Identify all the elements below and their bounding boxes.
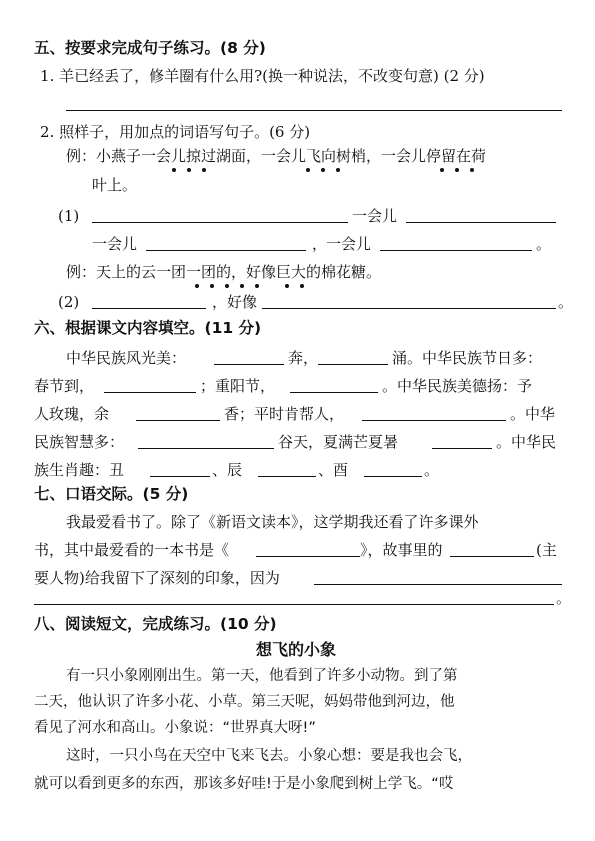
answer-line[interactable]: [92, 222, 348, 223]
answer-line[interactable]: [406, 222, 556, 223]
story-title: 想飞的小象: [256, 640, 337, 659]
answer-line[interactable]: [258, 476, 316, 477]
fill-text: 。中华: [510, 405, 556, 423]
section-6-heading: 六、根据课文内容填空。(11 分): [34, 319, 262, 337]
emphasis-dot: [240, 284, 244, 288]
answer-line[interactable]: [380, 250, 532, 251]
answer-line[interactable]: [92, 308, 206, 309]
fill-text: 、酉: [318, 461, 349, 479]
emphasis-dot: [225, 284, 229, 288]
practice-1-comma: ，: [312, 235, 328, 253]
emphasis-dot: [470, 168, 474, 172]
paragraph-end: 。: [556, 589, 572, 607]
emphasis-dot: [210, 284, 214, 288]
section-7-heading: 七、口语交际。(5 分): [34, 485, 189, 503]
fill-text: 涌。中华民族节日多：: [392, 349, 543, 367]
practice-2-end: 。: [558, 293, 574, 311]
story-line: 二天，他认识了许多小花、小草。第三天呢，妈妈带他到河边，他: [34, 694, 455, 710]
story-line: 看见了河水和高山。小象说：“世界真大呀!”: [34, 720, 316, 736]
answer-line[interactable]: [256, 556, 360, 557]
practice-2-label: (2): [58, 293, 80, 311]
fill-text: 民族智慧多：: [34, 433, 125, 451]
practice-2-word: ，好像: [212, 293, 258, 311]
fill-text: 中华民族风光美：: [66, 349, 187, 367]
answer-line[interactable]: [214, 364, 284, 365]
fill-text: 。: [424, 461, 440, 479]
question-1: 1. 羊已经丢了，修羊圈有什么用?(换一种说法，不改变句意) (2 分): [40, 67, 485, 85]
fill-text: 。中华民: [496, 433, 557, 451]
fill-text: ；重阳节，: [200, 377, 276, 395]
story-line: 有一只小象刚刚出生。第一天，他看到了许多小动物。到了第: [66, 668, 458, 684]
answer-line[interactable]: [450, 556, 534, 557]
emphasis-dot: [321, 168, 325, 172]
answer-line[interactable]: [314, 584, 562, 585]
story-line: 就可以看到更多的东西，那该多好哇!于是小象爬到树上学飞。“哎: [34, 776, 454, 792]
question-2: 2. 照样子，用加点的词语写句子。(6 分): [40, 123, 311, 141]
paragraph-line: 我最爱看书了。除了《新语文读本》，这学期我还看了许多课外: [66, 513, 479, 531]
fill-text: 春节到，: [34, 377, 95, 395]
emphasis-dot: [172, 168, 176, 172]
example-2: 例：天上的云一团一团的，好像巨大的棉花糖。: [66, 263, 382, 281]
fill-text: 谷天，夏满芒夏暑: [278, 433, 399, 451]
answer-line[interactable]: [104, 392, 196, 393]
emphasis-dot: [440, 168, 444, 172]
emphasis-dot: [255, 284, 259, 288]
emphasis-dot: [455, 168, 459, 172]
paragraph-line: 要人物)给我留下了深刻的印象，因为: [34, 569, 280, 587]
answer-line[interactable]: [364, 476, 422, 477]
answer-line[interactable]: [136, 420, 220, 421]
answer-line[interactable]: [138, 448, 274, 449]
emphasis-dot: [306, 168, 310, 172]
practice-1-word: 一会儿: [326, 235, 372, 253]
answer-line[interactable]: [146, 250, 306, 251]
practice-1-label: (1): [58, 207, 80, 225]
emphasis-dot: [285, 284, 289, 288]
answer-line[interactable]: [34, 604, 554, 605]
story-line: 这时，一只小鸟在天空中飞来飞去。小象心想：要是我也会飞，: [66, 748, 472, 764]
emphasis-dot: [187, 168, 191, 172]
paragraph-line: 》，故事里的: [360, 541, 443, 559]
answer-line[interactable]: [290, 392, 378, 393]
practice-1-word: 一会儿: [92, 235, 138, 253]
answer-line[interactable]: [362, 420, 506, 421]
fill-text: 族生肖趣：丑: [34, 461, 125, 479]
fill-text: 奔，: [288, 349, 319, 367]
answer-line[interactable]: [262, 308, 556, 309]
section-8-heading: 八、阅读短文，完成练习。(10 分): [34, 615, 277, 633]
fill-text: 、辰: [212, 461, 243, 479]
practice-1-word: 一会儿: [352, 207, 398, 225]
example-1-line-1: 例：小燕子一会儿掠过湖面，一会儿飞向树梢，一会儿停留在荷: [66, 147, 487, 165]
emphasis-dot: [300, 284, 304, 288]
paragraph-line: (主: [536, 541, 557, 559]
fill-text: 。中华民族美德扬：予: [382, 377, 533, 395]
emphasis-dot: [336, 168, 340, 172]
example-1-line-2: 叶上。: [92, 176, 138, 194]
fill-text: 香；平时肯帮人，: [224, 405, 345, 423]
paragraph-line: 书，其中最爱看的一本书是《: [34, 541, 230, 559]
fill-text: 人玫瑰，余: [34, 405, 110, 423]
answer-line[interactable]: [150, 476, 210, 477]
answer-line[interactable]: [432, 448, 492, 449]
emphasis-dot: [195, 284, 199, 288]
answer-line[interactable]: [318, 364, 388, 365]
answer-line[interactable]: [66, 110, 562, 111]
emphasis-dot: [202, 168, 206, 172]
section-5-heading: 五、按要求完成句子练习。(8 分): [34, 39, 266, 57]
practice-1-end: 。: [536, 235, 552, 253]
